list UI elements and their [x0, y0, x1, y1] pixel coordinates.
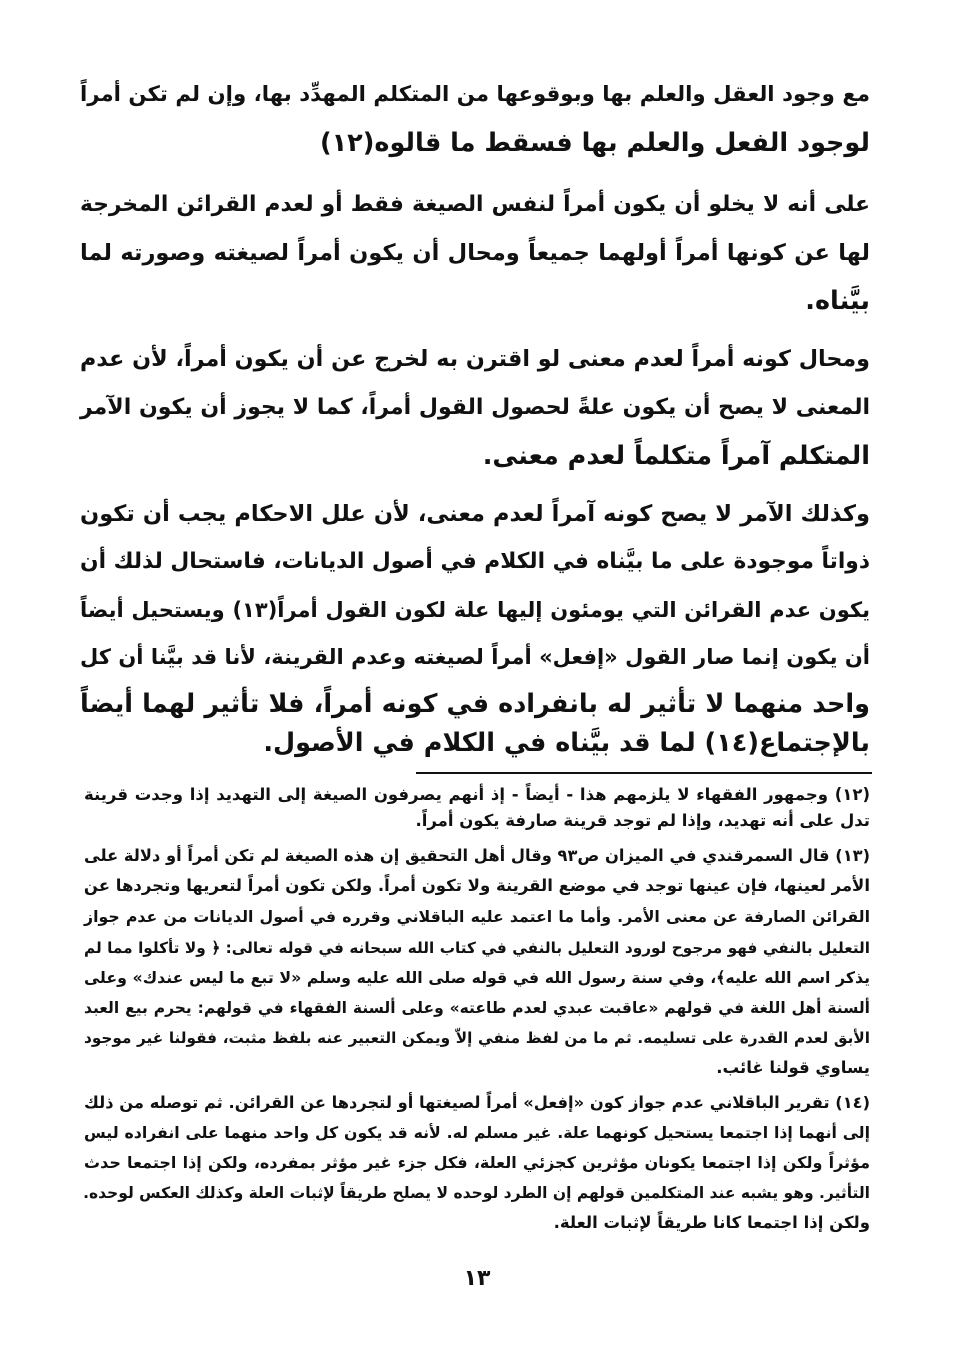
footnote-separator — [416, 772, 872, 774]
footnote-line: مؤثراً ولكن إذا اجتمعا يكونان مؤثرين كجزئي العلة، فكل جزء غير مؤثر بمفرده، ولكن إذا اجتمعا حدث — [84, 1153, 870, 1172]
body-line: المعنى لا يصح أن يكون علةً لحصول القول أمراً، كما لا يجوز أن يكون الآمر — [80, 395, 870, 420]
body-line: على أنه لا يخلو أن يكون أمراً لنفس الصيغة فقط أو لعدم القرائن المخرجة — [80, 192, 870, 217]
body-line: واحد منهما لا تأثير له بانفراده في كونه أمراً، فلا تأثير لهما أيضاً — [80, 689, 870, 719]
body-line: أن يكون إنما صار القول «إفعل» أمراً لصيغته وعدم القرينة، لأنا قد بيَّنا أن كل — [80, 645, 870, 669]
body-line: لها عن كونها أمراً أولهما جميعاً ومحال أن يكون أمراً لصيغته وصورته لما — [80, 240, 870, 266]
body-line: بالإجتماع(١٤) لما قد بيَّناه في الكلام في الأصول. — [263, 728, 870, 758]
footnote-line: يذكر اسم الله عليه﴾، وفي سنة رسول الله في قوله صلى الله عليه وسلم «لا تبع ما ليس عندك» وعلى — [84, 968, 870, 987]
footnote-line: الأمر لعينها، فإن عينها توجد في موضع القرينة ولا تكون أمراً. ولكن تكون أمراً لتعريها وتجردها عن — [83, 876, 870, 895]
footnote-line: ألسنة أهل اللغة في قولهم «عاقبت عبدي لعدم طاعته» وعلى ألسنة الفقهاء في قولهم: يحرم بيع العبد — [84, 999, 870, 1017]
footnote-line: يساوي قولنا غائب. — [716, 1058, 870, 1077]
footnote-line: (١٤) تقرير الباقلاني عدم جواز كون «إفعل» أمراً لصيغتها أو لتجردها عن القرائن. ثم توصله من ذلك — [84, 1093, 870, 1112]
body-line: لوجود الفعل والعلم بها فسقط ما قالوه(١٢) — [319, 128, 870, 158]
body-line: ومحال كونه أمراً لعدم معنى لو اقترن به لخرج عن أن يكون أمراً، لأن عدم — [80, 346, 870, 372]
body-line: بيَّناه. — [805, 286, 870, 316]
footnote-line: (١٣) قال السمرقندي في الميزان ص٩٣ وقال أهل التحقيق إن هذه الصيغة لم تكن أمراً أو دلالة على — [84, 846, 871, 865]
body-line: وكذلك الآمر لا يصح كونه آمراً لعدم معنى، لأن علل الاحكام يجب أن تكون — [80, 501, 870, 527]
footnote-line: تدل على أنه تهديد، وإذا لم توجد قرينة صارفة يكون أمراً. — [415, 811, 870, 830]
body-line: المتكلم آمراً متكلماً لعدم معنى. — [482, 441, 870, 471]
body-line: يكون عدم القرائن التي يومئون إليها علة لكون القول أمراً(١٣) ويستحيل أيضاً — [80, 598, 870, 622]
footnote-line: إلى أنهما إذا اجتمعا يستحيل كونهما علة. غير مسلم له. لأنه قد يكون كل واحد منهما على انفراده ليس — [84, 1123, 870, 1142]
footnote-line: (١٢) وجمهور الفقهاء لا يلزمهم هذا - أيضاً - إذ أنهم يصرفون الصيغة إلى التهديد إذا وجدت قرينة — [84, 785, 870, 804]
footnote-line: التعليل بالنفي فهو مرجوح لورود التعليل بالنفي في كتاب الله سبحانه في قوله تعالى: ﴿ ولا تأكلوا مما لم — [84, 939, 870, 957]
footnote-line: ولكن إذا اجتمعا كانا طريقاً لإثبات العلة. — [553, 1213, 870, 1232]
body-line: ذواتاً موجودة على ما بيَّناه في الكلام في أصول الديانات، فاستحال لذلك أن — [80, 549, 870, 574]
footnote-line: التأثير. وهو يشبه عند المتكلمين قولهم إن الطرد لوحده لا يصلح طريقاً لإثبات العلة وكذلك العكس لوحده. — [83, 1184, 870, 1202]
footnote-line: القرائن الصارفة عن معنى الأمر. وأما ما اعتمد عليه الباقلاني وقرره في أصول الديانات من عدم جواز — [84, 907, 870, 926]
footnote-line: الأبق لعدم القدرة على تسليمه. ثم ما من لفظ منفي إلاّ ويمكن التعبير عنه بلفظ مثبت، فقولنا غير موجود — [84, 1029, 870, 1047]
body-line: مع وجود العقل والعلم بها وبوقوعها من المتكلم المهدِّد بها، وإن لم تكن أمراً — [80, 82, 870, 107]
page-number: ١٣ — [463, 1266, 491, 1291]
